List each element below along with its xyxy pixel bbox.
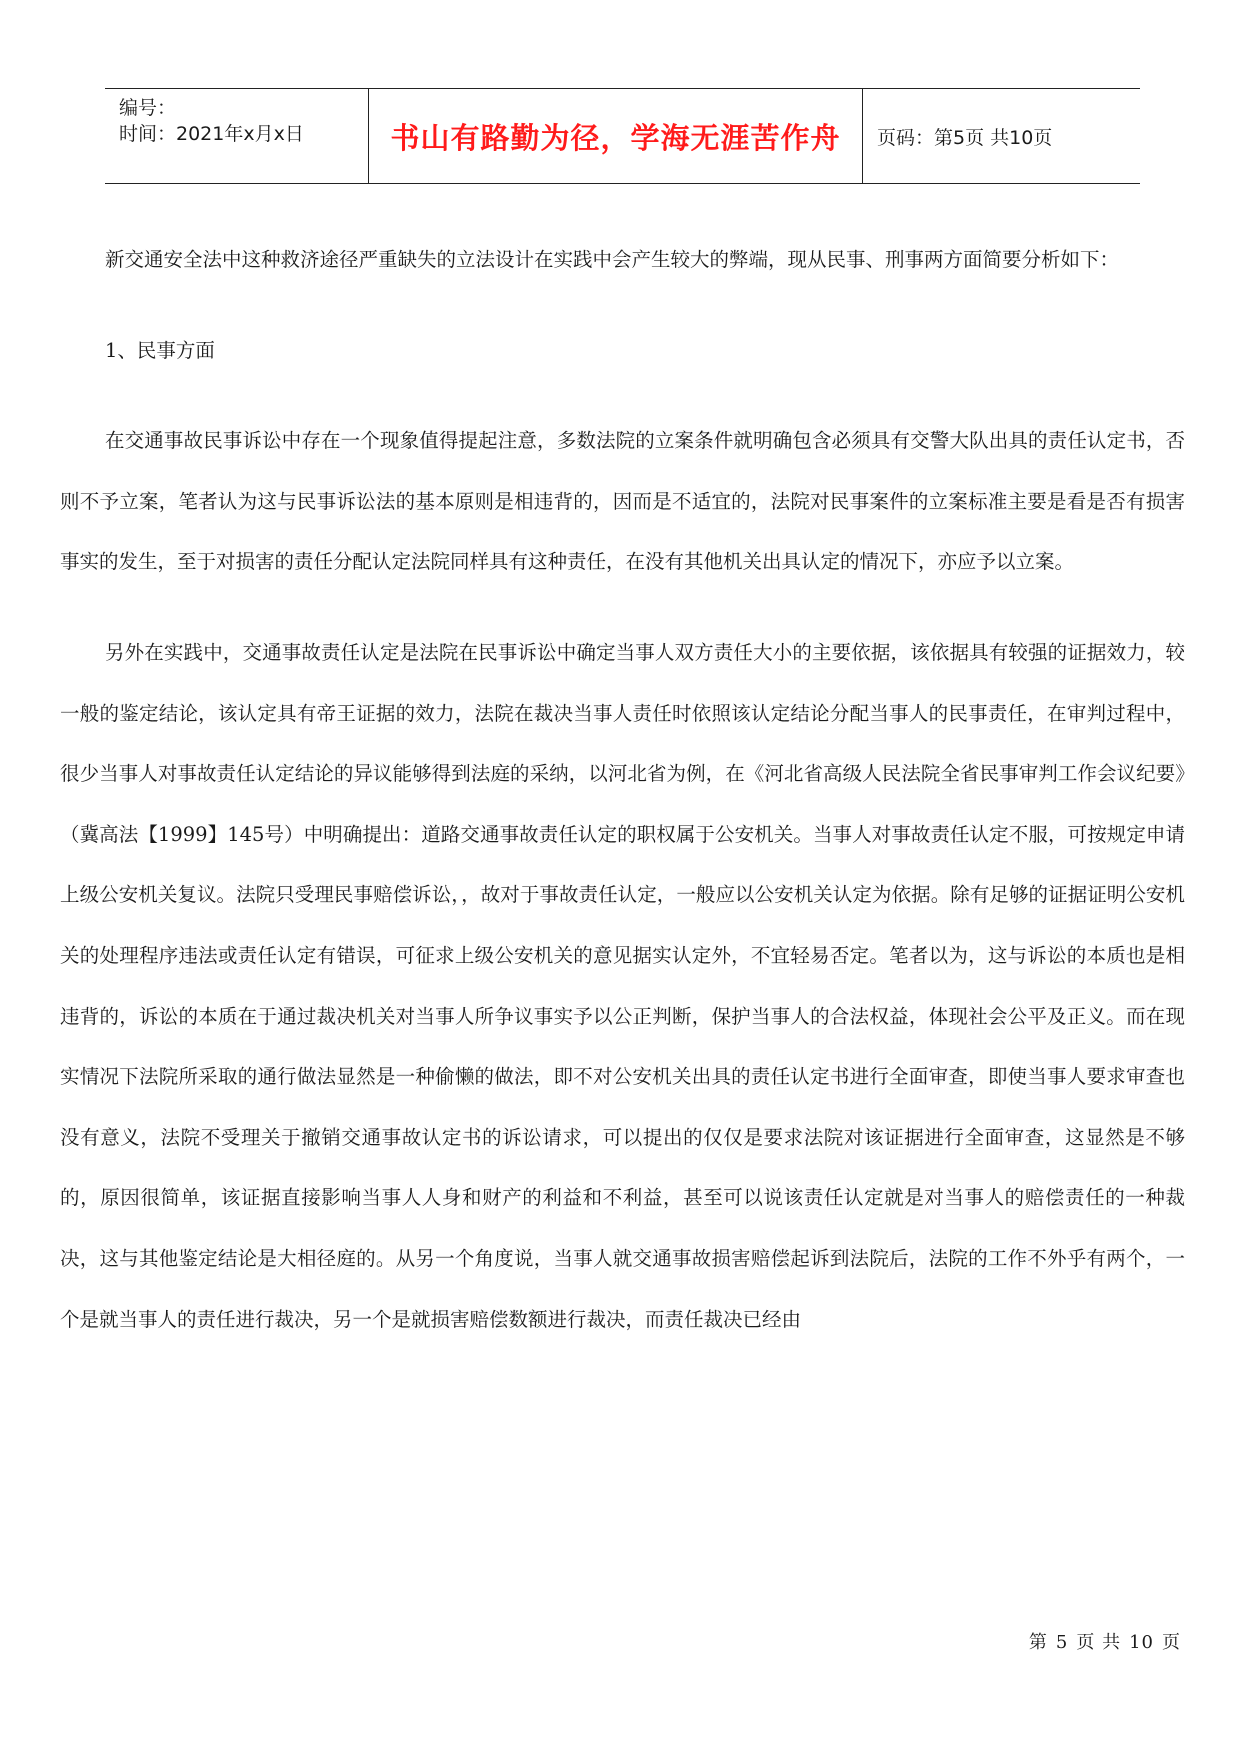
paragraph-liability: 另外在实践中，交通事故责任认定是法院在民事诉讼中确定当事人双方责任大小的主要依据，该依据具有较强的证据效力，较一般的鉴定结论，该认定具有帝王证据的效力，法院在裁决当事人责任时依照该认定结论分配当事人的民事责任，在审判过程中，很少当事人对事故责任认定结论的异议能够得到法庭的采纳，以河北省为例，在《河北省高级人民法院全省民事审判工作会议纪要》（冀高法【1999】145号）中明确提出：道路交通事故责任认定的职权属于公安机关。当事人对事故责任认定不服，可按规定申请上级公安机关复议。法院只受理民事赔偿诉讼，，故对于事故责任认定，一般应以公安机关认定为依据。除有足够的证据证明公安机关的处理程序违法或责任认定有错误，可征求上级公安机关的意见据实认定外，不宜轻易否定。笔者以为，这与诉讼的本质也是相违背的，诉讼的本质在于通过裁决机关对当事人所争议事实予以公正判断，保护当事人的合法权益，体现社会公平及正义。而在现实情况下法院所采取的通行做法显然是一种偷懒的做法，即不对公安机关出具的责任认定书进行全面审查，即使当事人要求审查也没有意义，法院不受理关于撤销交通事故认定书的诉讼请求，可以提出的仅仅是要求法院对该证据进行全面审查，这显然是不够的，原因很简单，该证据直接影响当事人人身和财产的利益和不利益，甚至可以说该责任认定就是对当事人的赔偿责任的一种裁决，这与其他鉴定结论是大相径庭的。从另一个角度说，当事人就交通事故损害赔偿起诉到法院后，法院的工作不外乎有两个，一个是就当事人的责任进行裁决，另一个是就损害赔偿数额进行裁决，而责任裁决已经由 xyxy=(60,640,1185,1331)
footer-middle: 页 共 xyxy=(1076,1632,1122,1653)
footer-total-pages: 10 xyxy=(1129,1632,1154,1653)
document-header xyxy=(105,88,1140,184)
motto-text: 书山有路勤为径，学海无涯苦作舟 xyxy=(390,120,841,155)
page-footer xyxy=(1025,1628,1185,1654)
header-meta-cell xyxy=(105,89,369,183)
paragraph-filing: 在交通事故民事诉讼中存在一个现象值得提起注意，多数法院的立案条件就明确包含必须具有交警大队出具的责任认定书，否则不予立案，笔者认为这与民事诉讼法的基本原则是相违背的，因而是不适宜的，法院对民事案件的立案标准主要是看是否有损害事实的发生，至于对损害的责任分配认定法院同样具有这种责任，在没有其他机关出具认定的情况下，亦应予以立案。 xyxy=(60,429,1185,574)
document-number-label: 编号： xyxy=(119,97,177,119)
section-heading-civil: 1、民事方面 xyxy=(105,338,215,362)
paragraph-intro: 新交通安全法中这种救济途径严重缺失的立法设计在实践中会产生较大的弊端，现从民事、刑事两方面简要分析如下： xyxy=(105,248,1120,271)
header-motto-cell xyxy=(369,89,863,183)
footer-page-number: 5 xyxy=(1055,1632,1069,1653)
footer-prefix: 第 xyxy=(1028,1632,1048,1653)
footer-suffix: 页 xyxy=(1162,1632,1181,1653)
document-time-label: 时间：2021年x月x日 xyxy=(119,123,304,145)
header-page-cell xyxy=(863,89,1140,183)
header-page-label: 页码：第5页 共10页 xyxy=(877,126,1053,149)
document-body xyxy=(60,230,1185,1350)
